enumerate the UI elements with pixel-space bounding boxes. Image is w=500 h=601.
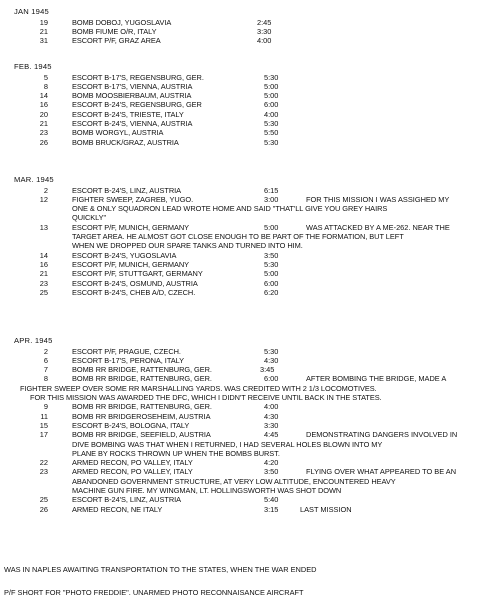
entry-mission: FIGHTER SWEEP, ZAGREB, YUGO.	[72, 194, 194, 204]
entry-day: 16	[39, 100, 48, 110]
entry-note-continued: ABANDONED GOVERNMENT STRUCTURE, AT VERY LOW ALTITUDE, ENCOUNTERED HEAVY	[72, 476, 396, 486]
entry-mission: BOMB MOOSBIERBAUM, AUSTRIA	[72, 91, 192, 101]
entry-mission: ESCORT B-24'S, BOLOGNA, ITALY	[72, 420, 190, 430]
closing-remark: WAS IN NAPLES AWAITING TRANSPORTATION TO THE STATES, WHEN THE WAR ENDED	[4, 565, 317, 574]
entry-duration: 5:00	[264, 222, 279, 232]
entry-day: 16	[39, 259, 48, 269]
entry-mission: ESCORT P/F, PRAGUE, CZECH.	[72, 346, 181, 356]
entry-mission: ESCORT B-17'S, VIENNA, AUSTRIA	[72, 81, 193, 91]
entry-day: 9	[43, 402, 48, 412]
entry-day: 19	[39, 17, 48, 27]
entry-mission: ESCORT B-24'S, OSMUND, AUSTRIA	[72, 278, 198, 288]
entry-day: 5	[43, 72, 48, 82]
entry-mission: ESCORT B-24'S, CHEB A/D, CZECH.	[72, 287, 196, 297]
entry-mission: ARMED RECON, NE ITALY	[72, 504, 163, 514]
entry-day: 8	[43, 81, 48, 91]
entry-day: 21	[39, 26, 48, 36]
entry-duration: 6:00	[264, 100, 279, 110]
entry-mission: ESCORT P/F, MUNICH, GERMANY	[72, 222, 190, 232]
entry-duration: 4:00	[264, 109, 279, 119]
entry-mission: ESCORT B-24'S, LINZ, AUSTRIA	[72, 185, 181, 195]
entry-day: 25	[39, 495, 48, 505]
entry-day: 14	[39, 250, 48, 260]
entry-duration: 3:50	[264, 250, 279, 260]
entry-duration: 4:30	[264, 355, 279, 365]
entry-mission: ESCORT B-24'S, YUGOSLAVIA	[72, 250, 177, 260]
entry-duration: 3:30	[257, 26, 272, 36]
entry-mission: BOMB RR BRIDGEROSEHEIM, AUSTRIA	[72, 411, 211, 421]
entry-day: 22	[39, 458, 48, 468]
entry-mission: BOMB RR BRIDGE, SEEFIELD, AUSTRIA	[72, 430, 211, 440]
entry-day: 21	[39, 269, 48, 279]
entry-duration: 3:30	[264, 420, 279, 430]
entry-duration: 2:45	[257, 17, 272, 27]
entry-day: 2	[43, 185, 48, 195]
entry-duration: 4:20	[264, 458, 279, 468]
entry-day: 23	[39, 278, 48, 288]
entry-day: 13	[39, 222, 48, 232]
entry-note-continued: DIVE BOMBING WAS THAT WHEN I RETURNED, I HAD SEVERAL HOLES BLOWN INTO MY	[72, 439, 383, 449]
month-heading: APR. 1945	[14, 336, 53, 345]
entry-duration: 5:30	[264, 137, 279, 147]
entry-duration: 5:30	[264, 119, 279, 128]
entry-note-continued: WHEN WE DROPPED OUR SPARE TANKS AND TURNED INTO HIM.	[72, 241, 303, 251]
entry-day: 26	[39, 504, 48, 514]
entry-mission: ESCORT P/F, STUTTGART, GERMANY	[72, 269, 203, 279]
entry-mission: ESCORT B-17'S, REGENSBURG, GER.	[72, 72, 204, 82]
entry-mission: BOMB FIUME O/R, ITALY	[72, 26, 157, 36]
entry-duration: 5:30	[264, 259, 279, 269]
entry-day: 15	[39, 420, 48, 430]
month-heading: JAN 1945	[14, 7, 49, 16]
entry-duration: 6:15	[264, 185, 279, 195]
entry-duration: 5:40	[264, 495, 279, 505]
entry-mission: ESCORT B-17'S, PERONA, ITALY	[72, 355, 184, 365]
entry-mission: ARMED RECON, PO VALLEY, ITALY	[72, 467, 193, 477]
entry-day: 23	[39, 128, 48, 138]
entry-duration: 5:00	[264, 91, 279, 101]
entry-day: 12	[39, 194, 48, 204]
entry-note-continued: MACHINE GUN FIRE. MY WINGMAN, LT. HOLLINGSWORTH WAS SHOT DOWN	[72, 486, 342, 495]
entry-mission: BOMB WORGYL, AUSTRIA	[72, 128, 164, 138]
entry-duration: 3:45	[260, 365, 275, 375]
entry-note-continued: FOR THIS MISSION WAS AWARDED THE DFC, WHICH I DIDN'T RECEIVE UNTIL BACK IN THE STATES.	[30, 393, 382, 402]
entry-note: AFTER BOMBING THE BRIDGE, MADE A	[306, 374, 447, 384]
month-heading: FEB. 1945	[14, 62, 52, 71]
entry-duration: 5:50	[264, 128, 279, 138]
entry-mission: ESCORT B-24'S, REGENSBURG, GER	[72, 100, 202, 110]
entry-duration: 6:00	[264, 278, 279, 288]
entry-day: 31	[39, 36, 48, 46]
entry-day: 23	[39, 467, 48, 477]
entry-mission: ESCORT P/F, MUNICH, GERMANY	[72, 259, 190, 269]
entry-note-continued: TARGET AREA. HE ALMOST GOT CLOSE ENOUGH TO BE PART OF THE FORMATION, BUT LEFT	[72, 232, 404, 241]
entry-day: 21	[39, 119, 48, 128]
entry-day: 8	[43, 374, 48, 384]
entry-mission: ARMED RECON, PO VALLEY, ITALY	[72, 458, 193, 468]
entry-duration: 3:00	[264, 194, 279, 204]
entry-mission: ESCORT B-24'S, TRIESTE, ITALY	[72, 109, 184, 119]
entry-duration: 5:00	[264, 81, 279, 91]
entry-day: 26	[39, 137, 48, 147]
abbreviation-note: P/F SHORT FOR "PHOTO FREDDIE". UNARMED PHOTO RECONNAISANCE AIRCRAFT	[4, 588, 304, 597]
entry-mission: BOMB DOBOJ, YUGOSLAVIA	[72, 17, 172, 27]
entry-day: 14	[39, 91, 48, 101]
entry-duration: 4:00	[257, 36, 272, 46]
entry-duration: 3:50	[264, 467, 279, 477]
entry-note: FLYING OVER WHAT APPEARED TO BE AN	[306, 467, 457, 477]
entry-duration: 6:20	[264, 287, 279, 297]
entry-note: DEMONSTRATING DANGERS INVOLVED IN	[306, 430, 458, 440]
entry-day: 17	[39, 430, 48, 440]
entry-note: FOR THIS MISSION I WAS ASSIGHED MY	[306, 194, 450, 204]
entry-mission: ESCORT B-24'S, VIENNA, AUSTRIA	[72, 119, 193, 128]
entry-note: LAST MISSION	[300, 504, 352, 514]
entry-duration: 4:30	[264, 411, 279, 421]
entry-duration: 5:30	[264, 72, 279, 82]
entry-day: 20	[39, 109, 48, 119]
entry-duration: 4:45	[264, 430, 279, 440]
entry-mission: ESCORT P/F, GRAZ AREA	[72, 36, 161, 46]
entry-note-continued: ONE & ONLY SQUADRON LEAD WROTE HOME AND SAID "THAT'LL GIVE YOU GREY HAIRS	[72, 204, 388, 214]
entry-duration: 6:00	[264, 374, 279, 384]
entry-note-continued: FIGHTER SWEEP OVER SOME RR MARSHALLING YARDS. WAS CREDITED WITH 2 1/3 LOCOMOTIVES.	[20, 383, 377, 393]
entry-mission: BOMB RR BRIDGE, RATTENBURG, GER.	[72, 374, 212, 384]
entry-duration: 5:00	[264, 269, 279, 279]
entry-day: 2	[43, 346, 48, 356]
entry-note-continued: QUICKLY"	[72, 213, 107, 223]
entry-day: 6	[43, 355, 48, 365]
entry-duration: 4:00	[264, 402, 279, 412]
entry-day: 25	[39, 287, 48, 297]
entry-mission: BOMB BRUCK/GRAZ, AUSTRIA	[72, 137, 179, 147]
entry-note: WAS ATTACKED BY A ME-262. NEAR THE	[306, 222, 450, 232]
entry-day: 7	[43, 365, 48, 375]
entry-day: 11	[40, 411, 48, 421]
month-heading: MAR. 1945	[14, 175, 54, 184]
entry-mission: BOMB RR BRIDGE, RATTENBURG, GER.	[72, 365, 212, 375]
entry-mission: BOMB RR BRIDGE, RATTENBURG, GER.	[72, 402, 212, 412]
entry-note-continued: PLANE BY ROCKS THROWN UP WHEN THE BOMBS BURST.	[72, 448, 280, 458]
entry-duration: 5:30	[264, 346, 279, 356]
entry-mission: ESCORT B-24'S, LINZ, AUSTRIA	[72, 495, 181, 505]
entry-duration: 3:15	[264, 504, 279, 514]
